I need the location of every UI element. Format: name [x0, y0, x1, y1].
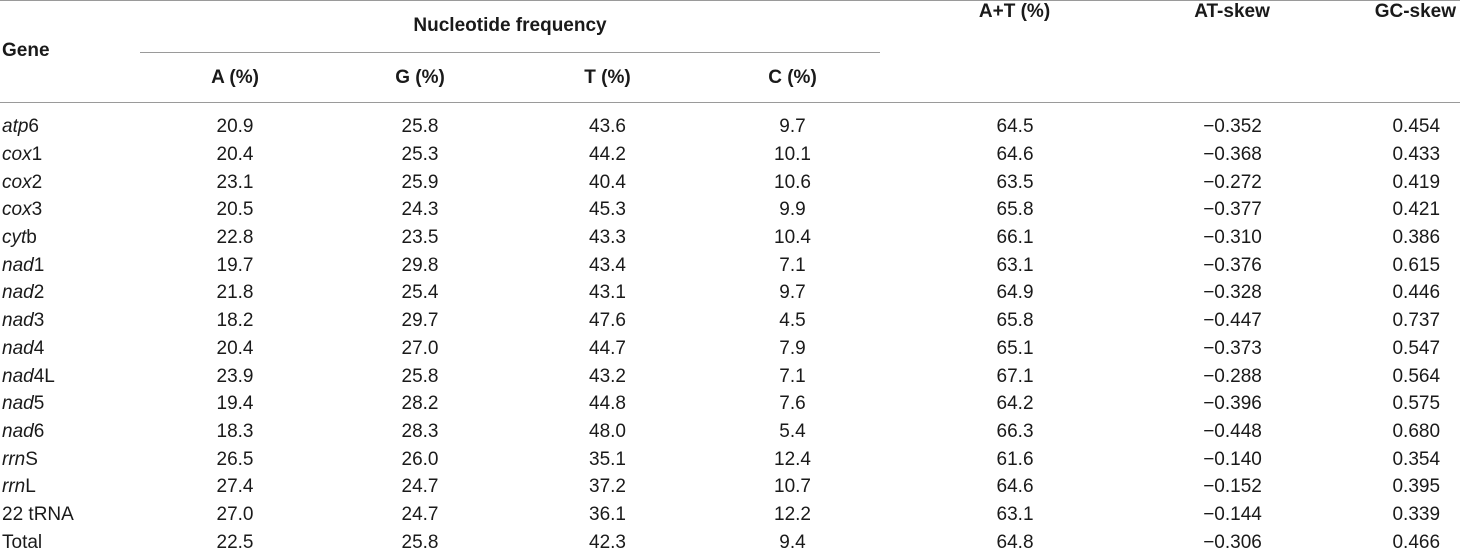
table-row — [0, 196, 1460, 224]
at-percent-cell: 67.1 — [880, 362, 1090, 390]
g-percent-cell: 29.8 — [330, 251, 510, 279]
gene-name-italic: cyt — [2, 227, 26, 248]
g-percent-cell: 25.9 — [330, 168, 510, 196]
gene-name-suffix: 4L — [34, 366, 55, 387]
c-percent-cell: 7.1 — [705, 251, 880, 279]
g-percent-cell: 26.0 — [330, 445, 510, 473]
c-percent-cell: 7.1 — [705, 362, 880, 390]
c-percent-cell: 10.4 — [705, 224, 880, 252]
gene-name-suffix: S — [25, 449, 38, 470]
g-percent-cell: 25.8 — [330, 362, 510, 390]
c-percent-cell: 7.6 — [705, 390, 880, 418]
gene-name-italic: nad — [2, 366, 34, 387]
table-row — [0, 224, 1460, 252]
gene-name-italic: cox — [2, 172, 32, 193]
table-row — [0, 473, 1460, 501]
g-percent-cell: 25.4 — [330, 279, 510, 307]
at-skew-cell: −0.306 — [1090, 528, 1315, 556]
header-gene: Gene — [0, 1, 140, 103]
table-row — [0, 335, 1460, 363]
a-percent-cell: 23.1 — [140, 168, 330, 196]
a-percent-cell: 22.5 — [140, 528, 330, 556]
gene-name-italic: atp — [2, 116, 28, 137]
gene-cell — [0, 196, 140, 224]
at-percent-cell: 66.1 — [880, 224, 1090, 252]
gene-name-suffix: 3 — [32, 199, 43, 220]
at-percent-cell: 64.5 — [880, 103, 1090, 141]
t-percent-cell: 44.8 — [510, 390, 705, 418]
gc-skew-cell: 0.547 — [1315, 335, 1460, 363]
at-skew-cell: −0.368 — [1090, 141, 1315, 169]
at-percent-cell: 63.1 — [880, 251, 1090, 279]
gene-cell — [0, 251, 140, 279]
c-percent-cell: 12.2 — [705, 501, 880, 529]
t-percent-cell: 48.0 — [510, 418, 705, 446]
t-percent-cell: 47.6 — [510, 307, 705, 335]
gene-cell — [0, 307, 140, 335]
g-percent-cell: 27.0 — [330, 335, 510, 363]
a-percent-cell: 23.9 — [140, 362, 330, 390]
gc-skew-cell: 0.680 — [1315, 418, 1460, 446]
c-percent-cell: 7.9 — [705, 335, 880, 363]
at-percent-cell: 64.6 — [880, 141, 1090, 169]
gene-name-italic: rrn — [2, 449, 25, 470]
t-percent-cell: 43.2 — [510, 362, 705, 390]
gene-cell — [0, 362, 140, 390]
gene-name-suffix: 1 — [34, 255, 45, 276]
gene-name-suffix: 4 — [34, 338, 45, 359]
gc-skew-cell: 0.419 — [1315, 168, 1460, 196]
a-percent-cell: 20.4 — [140, 335, 330, 363]
at-skew-cell: −0.448 — [1090, 418, 1315, 446]
table-row — [0, 307, 1460, 335]
gene-name-suffix: 3 — [34, 310, 45, 331]
gene-name-suffix: 6 — [28, 116, 39, 137]
header-t-percent: T (%) — [510, 53, 705, 103]
header-at-percent: A+T (%) — [880, 1, 1090, 103]
table-row — [0, 251, 1460, 279]
a-percent-cell: 22.8 — [140, 224, 330, 252]
gene-name-suffix: b — [26, 227, 37, 248]
at-percent-cell: 63.1 — [880, 501, 1090, 529]
a-percent-cell: 18.2 — [140, 307, 330, 335]
c-percent-cell: 9.7 — [705, 103, 880, 141]
gene-cell — [0, 390, 140, 418]
c-percent-cell: 9.7 — [705, 279, 880, 307]
g-percent-cell: 25.3 — [330, 141, 510, 169]
gene-name-suffix: 1 — [32, 144, 43, 165]
gc-skew-cell: 0.466 — [1315, 528, 1460, 556]
t-percent-cell: 43.1 — [510, 279, 705, 307]
at-percent-cell: 65.8 — [880, 196, 1090, 224]
a-percent-cell: 20.9 — [140, 103, 330, 141]
at-percent-cell: 64.6 — [880, 473, 1090, 501]
gc-skew-cell: 0.737 — [1315, 307, 1460, 335]
t-percent-cell: 43.3 — [510, 224, 705, 252]
at-skew-cell: −0.352 — [1090, 103, 1315, 141]
at-percent-cell: 61.6 — [880, 445, 1090, 473]
at-skew-cell: −0.377 — [1090, 196, 1315, 224]
t-percent-cell: 37.2 — [510, 473, 705, 501]
g-percent-cell: 24.7 — [330, 473, 510, 501]
gene-name-suffix: 5 — [34, 393, 45, 414]
c-percent-cell: 10.1 — [705, 141, 880, 169]
at-skew-cell: −0.396 — [1090, 390, 1315, 418]
gc-skew-cell: 0.433 — [1315, 141, 1460, 169]
gene-name-italic: nad — [2, 393, 34, 414]
header-nucleotide-frequency: Nucleotide frequency — [140, 1, 880, 53]
c-percent-cell: 4.5 — [705, 307, 880, 335]
a-percent-cell: 21.8 — [140, 279, 330, 307]
gene-name-italic: nad — [2, 310, 34, 331]
g-percent-cell: 28.3 — [330, 418, 510, 446]
gene-name-italic: cox — [2, 144, 32, 165]
table-row — [0, 168, 1460, 196]
at-percent-cell: 64.8 — [880, 528, 1090, 556]
gene-name-italic: nad — [2, 338, 34, 359]
at-skew-cell: −0.272 — [1090, 168, 1315, 196]
c-percent-cell: 10.7 — [705, 473, 880, 501]
gc-skew-cell: 0.421 — [1315, 196, 1460, 224]
at-skew-cell: −0.288 — [1090, 362, 1315, 390]
t-percent-cell: 35.1 — [510, 445, 705, 473]
gene-cell — [0, 473, 140, 501]
table-row — [0, 279, 1460, 307]
header-c-percent: C (%) — [705, 53, 880, 103]
t-percent-cell: 43.6 — [510, 103, 705, 141]
a-percent-cell: 18.3 — [140, 418, 330, 446]
a-percent-cell: 27.0 — [140, 501, 330, 529]
gc-skew-cell: 0.395 — [1315, 473, 1460, 501]
g-percent-cell: 29.7 — [330, 307, 510, 335]
at-skew-cell: −0.447 — [1090, 307, 1315, 335]
a-percent-cell: 19.7 — [140, 251, 330, 279]
gc-skew-cell: 0.446 — [1315, 279, 1460, 307]
a-percent-cell: 20.5 — [140, 196, 330, 224]
at-percent-cell: 63.5 — [880, 168, 1090, 196]
a-percent-cell: 27.4 — [140, 473, 330, 501]
t-percent-cell: 44.7 — [510, 335, 705, 363]
t-percent-cell: 40.4 — [510, 168, 705, 196]
g-percent-cell: 25.8 — [330, 103, 510, 141]
g-percent-cell: 24.7 — [330, 501, 510, 529]
gene-cell — [0, 141, 140, 169]
gene-name-italic: nad — [2, 282, 34, 303]
gene-cell — [0, 224, 140, 252]
gene-cell — [0, 335, 140, 363]
at-skew-cell: −0.152 — [1090, 473, 1315, 501]
at-percent-cell: 66.3 — [880, 418, 1090, 446]
g-percent-cell: 23.5 — [330, 224, 510, 252]
table-row — [0, 362, 1460, 390]
at-percent-cell: 64.2 — [880, 390, 1090, 418]
header-gc-skew: GC-skew — [1315, 1, 1460, 103]
table-row — [0, 103, 1460, 141]
table-row — [0, 501, 1460, 529]
header-a-percent: A (%) — [140, 53, 330, 103]
gene-name-suffix: 2 — [34, 282, 45, 303]
gc-skew-cell: 0.339 — [1315, 501, 1460, 529]
at-skew-cell: −0.144 — [1090, 501, 1315, 529]
gene-name-suffix: Total — [2, 532, 42, 553]
gene-cell — [0, 168, 140, 196]
gc-skew-cell: 0.615 — [1315, 251, 1460, 279]
c-percent-cell: 5.4 — [705, 418, 880, 446]
t-percent-cell: 43.4 — [510, 251, 705, 279]
gene-name-suffix: 22 tRNA — [2, 504, 74, 525]
t-percent-cell: 44.2 — [510, 141, 705, 169]
gene-cell — [0, 501, 140, 529]
table-row — [0, 390, 1460, 418]
header-at-skew: AT-skew — [1090, 1, 1315, 103]
at-skew-cell: −0.373 — [1090, 335, 1315, 363]
gene-cell — [0, 528, 140, 556]
c-percent-cell: 10.6 — [705, 168, 880, 196]
t-percent-cell: 45.3 — [510, 196, 705, 224]
table-row — [0, 418, 1460, 446]
gene-cell — [0, 103, 140, 141]
gene-name-suffix: 6 — [34, 421, 45, 442]
at-skew-cell: −0.328 — [1090, 279, 1315, 307]
gene-name-italic: cox — [2, 199, 32, 220]
at-percent-cell: 64.9 — [880, 279, 1090, 307]
gc-skew-cell: 0.564 — [1315, 362, 1460, 390]
at-skew-cell: −0.376 — [1090, 251, 1315, 279]
at-skew-cell: −0.310 — [1090, 224, 1315, 252]
gene-name-suffix: 2 — [32, 172, 43, 193]
t-percent-cell: 42.3 — [510, 528, 705, 556]
gene-name-suffix: L — [25, 476, 36, 497]
gc-skew-cell: 0.575 — [1315, 390, 1460, 418]
gc-skew-cell: 0.386 — [1315, 224, 1460, 252]
header-g-percent: G (%) — [330, 53, 510, 103]
gc-skew-cell: 0.454 — [1315, 103, 1460, 141]
g-percent-cell: 25.8 — [330, 528, 510, 556]
at-skew-cell: −0.140 — [1090, 445, 1315, 473]
gene-name-italic: nad — [2, 421, 34, 442]
gene-cell — [0, 418, 140, 446]
c-percent-cell: 12.4 — [705, 445, 880, 473]
gene-cell — [0, 279, 140, 307]
table-row — [0, 528, 1460, 556]
a-percent-cell: 26.5 — [140, 445, 330, 473]
gene-cell — [0, 445, 140, 473]
g-percent-cell: 28.2 — [330, 390, 510, 418]
at-percent-cell: 65.8 — [880, 307, 1090, 335]
at-percent-cell: 65.1 — [880, 335, 1090, 363]
c-percent-cell: 9.9 — [705, 196, 880, 224]
g-percent-cell: 24.3 — [330, 196, 510, 224]
t-percent-cell: 36.1 — [510, 501, 705, 529]
gene-name-italic: nad — [2, 255, 34, 276]
table-row — [0, 445, 1460, 473]
gene-name-italic: rrn — [2, 476, 25, 497]
gc-skew-cell: 0.354 — [1315, 445, 1460, 473]
a-percent-cell: 19.4 — [140, 390, 330, 418]
table-row — [0, 141, 1460, 169]
table-body — [0, 103, 1460, 556]
a-percent-cell: 20.4 — [140, 141, 330, 169]
c-percent-cell: 9.4 — [705, 528, 880, 556]
